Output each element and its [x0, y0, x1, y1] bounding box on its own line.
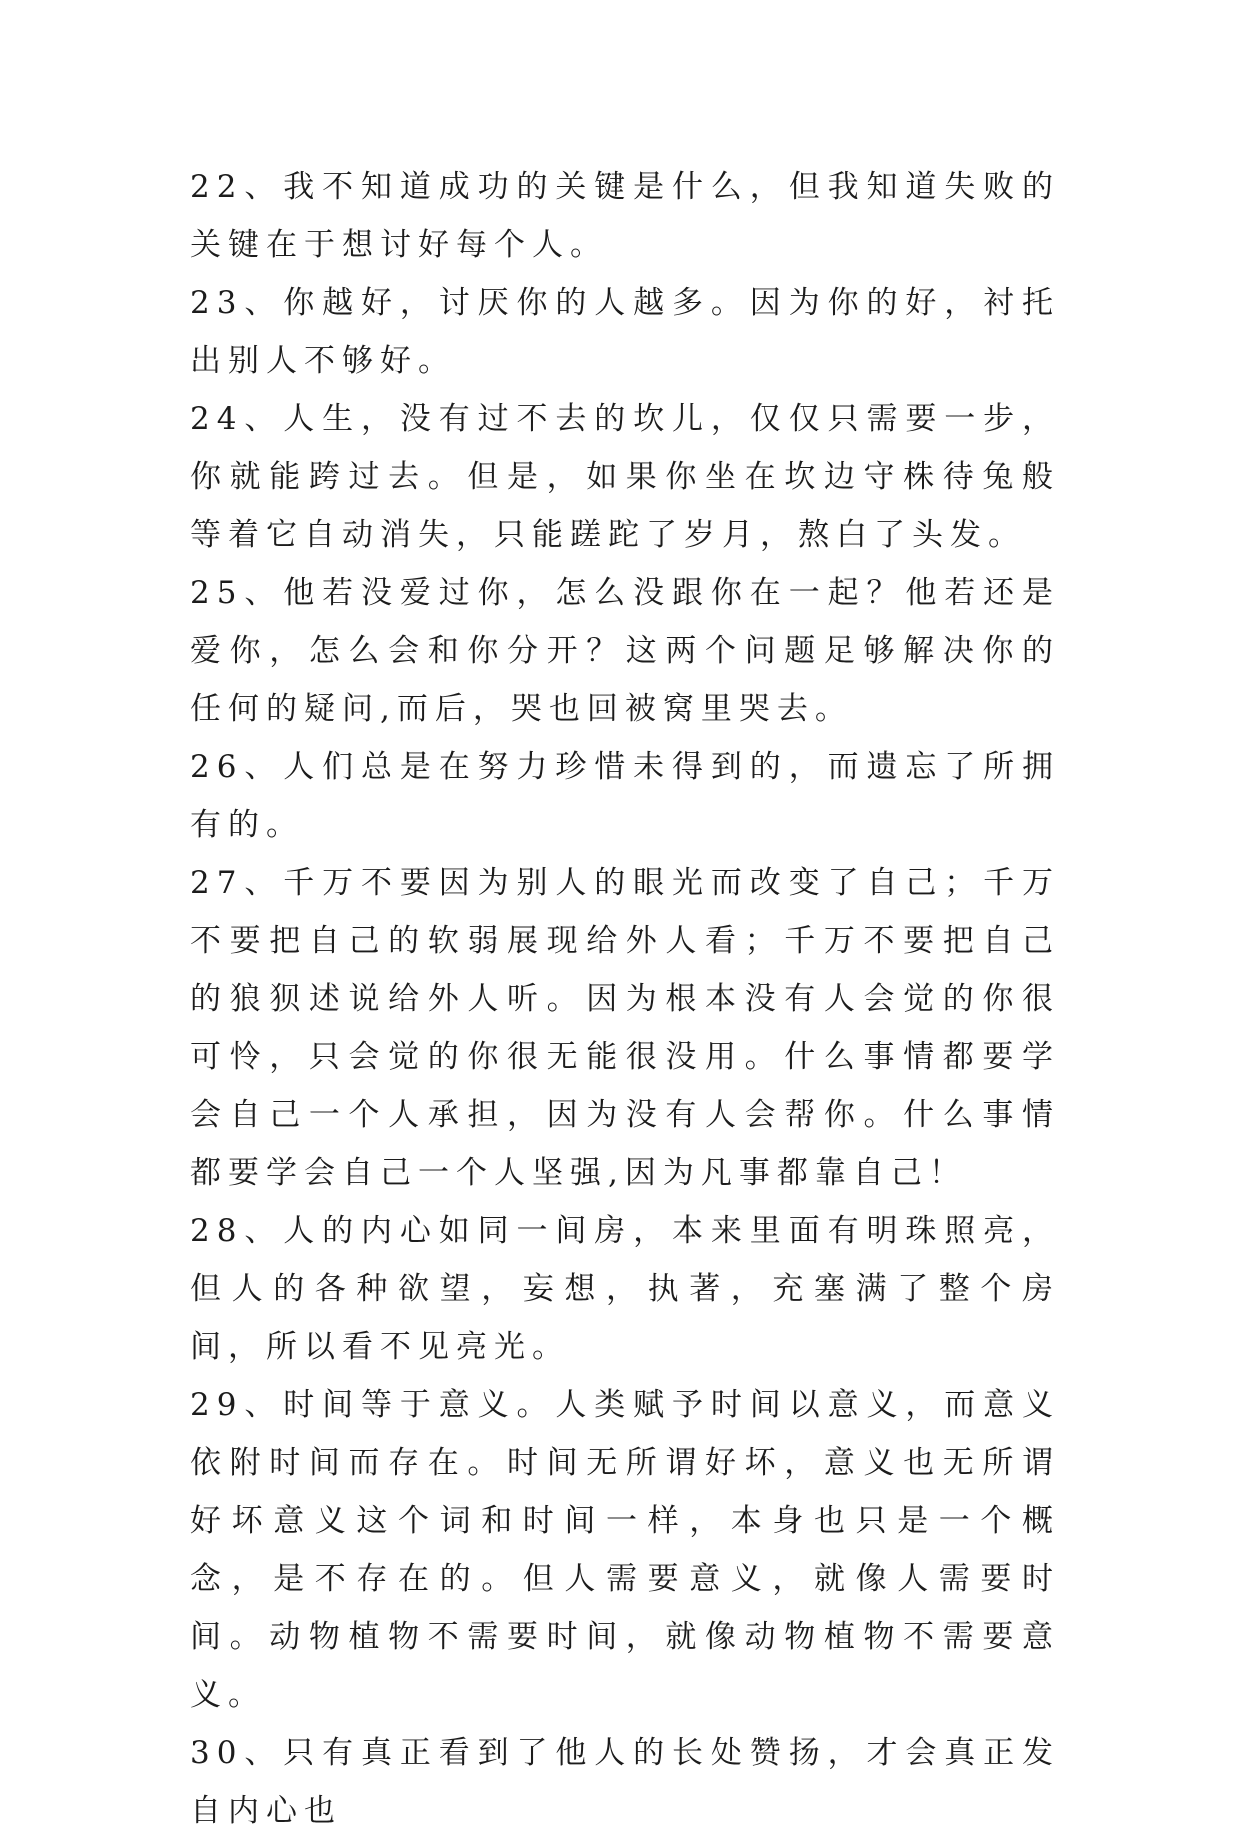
quote-entry-24: 24、人生，没有过不去的坎儿，仅仅只需要一步，你就能跨过去。但是，如果你坐在坎边守株待兔般等着它自动消失，只能蹉跎了岁月，熬白了头发。	[190, 401, 1060, 553]
quote-entry-22: 22、我不知道成功的关键是什么，但我知道失败的关键在于想讨好每个人。	[190, 169, 1060, 263]
document-body	[190, 158, 1060, 1840]
quote-entry-28: 28、人的内心如同一间房，本来里面有明珠照亮，但人的各种欲望，妄想，执著，充塞满了整个房间，所以看不见亮光。	[190, 1213, 1060, 1365]
quote-entry-30: 30、只有真正看到了他人的长处赞扬，才会真正发自内心也	[190, 1735, 1060, 1829]
quote-entry-29: 29、时间等于意义。人类赋予时间以意义，而意义依附时间而存在。时间无所谓好坏，意义也无所谓好坏意义这个词和时间一样，本身也只是一个概念，是不存在的。但人需要意义，就像人需要时间。动物植物不需要时间，就像动物植物不需要意义。	[190, 1387, 1060, 1713]
quote-entry-26: 26、人们总是在努力珍惜未得到的，而遗忘了所拥有的。	[190, 749, 1060, 843]
quote-entry-27: 27、千万不要因为别人的眼光而改变了自己；千万不要把自己的软弱展现给外人看；千万不要把自己的狼狈述说给外人听。因为根本没有人会觉的你很可怜，只会觉的你很无能很没用。什么事情都要学会自己一个人承担，因为没有人会帮你。什么事情都要学会自己一个人坚强,因为凡事都靠自己！	[190, 865, 1060, 1191]
quote-entry-25: 25、他若没爱过你，怎么没跟你在一起？他若还是爱你，怎么会和你分开？这两个问题足够解决你的任何的疑问,而后，哭也回被窝里哭去。	[190, 575, 1060, 727]
quote-entry-23: 23、你越好，讨厌你的人越多。因为你的好，衬托出别人不够好。	[190, 285, 1060, 379]
